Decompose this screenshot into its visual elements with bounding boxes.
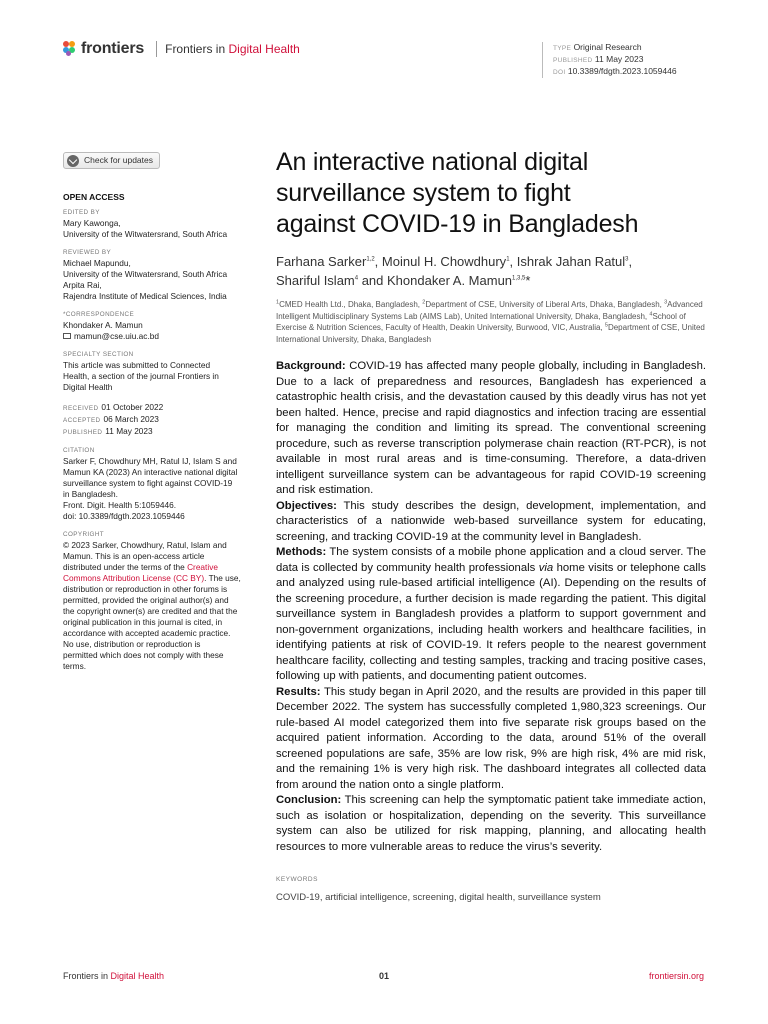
abstract-conclusion: Conclusion: This screening can help the symptomatic patient take immediate action, such as isolation or hospitalization, depending on the severity. This surveillance system can also be utilized for risk mapping, planning, and allocating health resources to more vulnerable areas to reduce the virus’s severity.	[276, 794, 706, 853]
citation: Sarker F, Chowdhury MH, Ratul IJ, Islam S and Mamun KA (2023) An interactive national digital surveillance system to fight against COVID-19 in Bangladesh. Front. Digit. Health 5:1059446. doi: 10.3389/fdgth.2023.1059446	[63, 455, 238, 521]
edited-by-label: EDITED BY	[63, 208, 100, 216]
abstract-objectives: Objectives: This study describes the design, development, implementation, and characteristics of a nationwide web-based surveillance system for educating, screening, and tracking COVID-19 at the community level in Bangladesh.	[276, 499, 707, 543]
author[interactable]: Moinul H. Chowdhury$^1$	[381, 254, 510, 269]
citation-label: CITATION	[63, 446, 95, 454]
published-label: PUBLISHED	[553, 57, 593, 64]
abstract-results: Results: This study began in April 2020, and the results are provided in this paper till December 2022. The system has successfully completed 1,980,323 screenings. Our rule-based AI model categorized them into five separate risk groups based on the acquired patient information. According to the data, around 51% of the overall screened populations are safe, 35% are low risk, 9% are high risk, 4% are mid risk, and the remaining 1% is very high risk. The dashboard integrates all collected data from around the nation onto a single platform.	[276, 685, 706, 791]
type-label: TYPE	[553, 45, 572, 52]
doi-value[interactable]: 10.3389/fdgth.2023.1059446	[567, 66, 677, 76]
email-icon	[63, 333, 71, 339]
correspondence	[63, 320, 263, 342]
author[interactable]: Shariful Islam$^4$	[276, 273, 359, 288]
page-number: 01	[379, 971, 390, 981]
article-title: An interactive national digital surveillance system to fight against COVID-19 in Bangladesh	[276, 148, 639, 238]
brand-name: frontiers	[81, 40, 145, 57]
dates	[63, 402, 263, 438]
article-main	[276, 147, 706, 903]
author[interactable]: Ishrak Jahan Ratul$^3$	[516, 254, 629, 269]
check-icon	[67, 155, 79, 167]
footer-site-link[interactable]: frontiersin.org	[648, 971, 704, 981]
logo-divider	[156, 41, 157, 57]
published-value: 11 May 2023	[594, 54, 644, 64]
abstract-methods: Methods: The system consists of a mobile phone application and a cloud server. The data is collected by community health professionals via home visits or telephone calls and analyzed using rule-based artificial intelligence (AI). Depending on the results of the screening procedure, a further decision is made regarding the patient. This digital surveillance system in Bangladesh provides a platform to support government and non-government organizations, including health workers and healthcare facilities, in identifying patients at risk of COVID-19. It refers people to the nearest government healthcare facility, collecting and testing samples, tracking and tracing positive cases, following up with patients, and documenting patient outcomes.	[276, 546, 707, 682]
article-meta	[542, 42, 677, 78]
copyright-label: COPYRIGHT	[63, 530, 105, 538]
abstract-background: Background: COVID-19 has affected many people globally, including in Bangladesh. Due to a lack of preparedness and resources, Bangladesh has experienced a catastrophic health crisis, and the devastation caused by this deadly virus has not yet been halted. Hence, precise and rapid diagnostics and infection tracing are essential for managing the condition and limiting its spread. The conventional screening procedure, such as reverse transcription polymerase chain reaction (RT-PCR), is not available in most rural areas and is time-consuming. Therefore, a data-driven intelligent surveillance system can be advantageous for rapid COVID-19 screening and risk estimation.	[276, 360, 707, 496]
correspondence-name: Khondaker A. Mamun	[63, 319, 143, 330]
abstract	[276, 359, 706, 855]
author[interactable]: Farhana Sarker$^{1,2}$	[276, 254, 375, 269]
check-for-updates-button[interactable]	[63, 152, 160, 169]
copyright: © 2023 Sarker, Chowdhury, Ratul, Islam and Mamun. This is an open-access article distributed under the terms of the Creative Commons Attribution License (CC BY). The use, distribution or reproduction in other forums is permitted, provided the original author(s) and the copyright owner(s) are credited and that the original publication in this journal is cited, in accordance with accepted academic practice. No use, distribution or reproduction is permitted which does not comply with these terms.	[63, 539, 241, 671]
footer-journal[interactable]: Frontiers in Digital Health	[63, 971, 165, 981]
keywords: COVID-19, artificial intelligence, screening, digital health, surveillance system	[276, 892, 601, 903]
cc-license-link-2[interactable]: Commons Attribution License (CC BY)	[63, 572, 205, 583]
type-value: Original Research	[573, 42, 642, 52]
cc-license-link-1[interactable]: Creative	[187, 561, 218, 572]
correspondence-label: *CORRESPONDENCE	[63, 310, 135, 318]
received-label: RECEIVED	[63, 404, 99, 412]
edited-by: Mary Kawonga, University of the Witwatersrand, South Africa	[63, 217, 228, 239]
specialty-section: This article was submitted to Connected Health, a section of the journal Frontiers in Digital Health	[63, 359, 219, 392]
reviewed-by: Michael Mapundu, University of the Witwatersrand, South Africa Arpita Rai, Rajendra Institute of Medical Sciences, India	[63, 257, 228, 301]
left-sidebar	[63, 152, 263, 672]
frontiers-logo-icon	[63, 41, 77, 57]
frontiers-logo[interactable]	[63, 40, 300, 58]
doi-label: DOI	[553, 69, 566, 76]
author[interactable]: Khondaker A. Mamun$^{1,3,5}$	[387, 273, 526, 288]
journal-name[interactable]: Frontiers in Digital Health	[165, 42, 300, 56]
accepted-value: 06 March 2023	[103, 413, 159, 424]
author-list: Farhana Sarker$^{1,2}$, Moinul H. Chowdhury$^1$, Ishrak Jahan Ratul$^3$, Shariful Islam$^4$ and Khondaker A. Mamun$^{1,3,5}$*	[276, 254, 633, 288]
received-value: 01 October 2022	[101, 401, 164, 412]
correspondence-email[interactable]: mamun@cse.uiu.ac.bd	[63, 331, 263, 342]
check-for-updates-label: Check for updates	[84, 155, 153, 165]
keywords-label: KEYWORDS	[276, 876, 318, 883]
open-access-label: OPEN ACCESS	[63, 191, 125, 202]
page-header	[0, 0, 768, 80]
published-label-side: PUBLISHED	[63, 428, 103, 436]
reviewed-by-label: REVIEWED BY	[63, 248, 112, 256]
specialty-label: SPECIALTY SECTION	[63, 350, 134, 358]
accepted-label: ACCEPTED	[63, 416, 101, 424]
published-value-side: 11 May 2023	[105, 425, 153, 436]
affiliations: $^1$CMED Health Ltd., Dhaka, Bangladesh, $^2$Department of CSE, University of Liberal Arts, Dhaka, Bangladesh, $^3$Advanced Intelligent Multidisciplinary Systems Lab (AIMS Lab), United International University, Dhaka, Bangladesh, $^4$School of Exercise & Nutrition Sciences, Faculty of Health, Deakin University, Burwood, VIC, Australia, $^5$Department of CSE, United International University, Dhaka, Bangladesh	[276, 299, 705, 344]
